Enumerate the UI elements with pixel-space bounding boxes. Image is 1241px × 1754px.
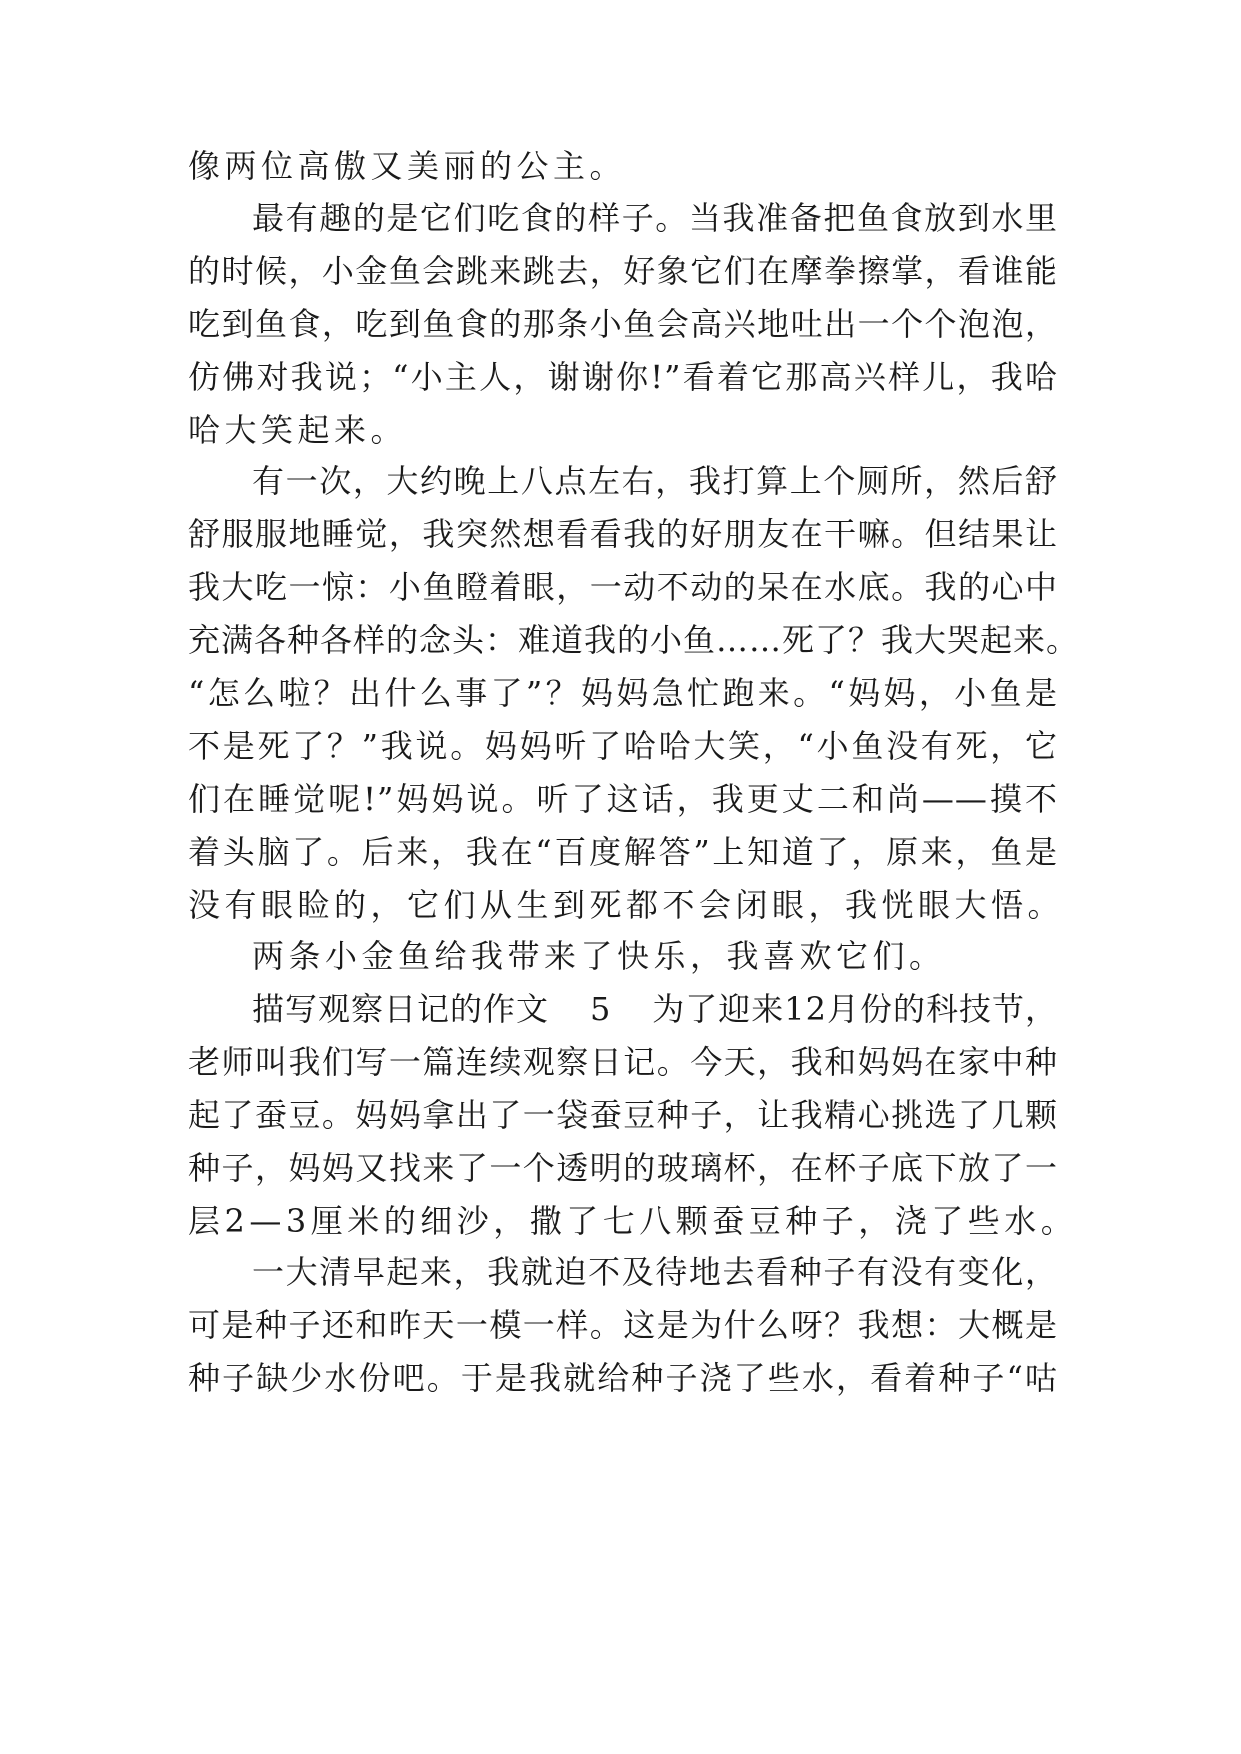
text-line: 着头脑了。后来，我在“百度解答”上知道了，原来，鱼是 [188, 833, 1058, 871]
text-line: 层2—3厘米的细沙，撒了七八颗蚕豆种子，浇了些水。 [188, 1202, 1078, 1240]
text-line: 们在睡觉呢!”妈妈说。听了这话，我更丈二和尚——摸不 [188, 780, 1058, 818]
text-line: 吃到鱼食，吃到鱼食的那条小鱼会高兴地吐出一个个泡泡， [188, 305, 1058, 343]
text-line: 种子，妈妈又找来了一个透明的玻璃杯，在杯子底下放了一 [188, 1149, 1058, 1187]
text-line: 我大吃一惊：小鱼瞪着眼，一动不动的呆在水底。我的心中 [188, 568, 1058, 606]
text-line: 不是死了？”我说。妈妈听了哈哈大笑，“小鱼没有死，它 [188, 727, 1058, 765]
text-line: 可是种子还和昨天一模一样。这是为什么呀？我想：大概是 [188, 1306, 1058, 1344]
paragraph-start-line: 两条小金鱼给我带来了快乐，我喜欢它们。 [252, 937, 946, 975]
text-line: 起了蚕豆。妈妈拿出了一袋蚕豆种子，让我精心挑选了几颗 [188, 1096, 1058, 1134]
text-line: “怎么啦？出什么事了”？妈妈急忙跑来。“妈妈，小鱼是 [188, 674, 1058, 712]
text-line: 种子缺少水份吧。于是我就给种子浇了些水，看着种子“咕 [188, 1359, 1058, 1397]
essay-heading-number: 5 [589, 990, 612, 1028]
heading-line [252, 981, 1058, 1038]
text-line: 老师叫我们写一篇连续观察日记。今天，我和妈妈在家中种 [188, 1043, 1058, 1081]
text-line: 哈大笑起来。 [188, 411, 408, 449]
paragraph-start-line: 最有趣的是它们吃食的样子。当我准备把鱼食放到水里 [252, 199, 1058, 237]
essay-heading-text: 为了迎来12月份的科技节， [652, 990, 1059, 1028]
text-line: 像两位高傲又美丽的公主。 [188, 147, 627, 185]
paragraph-start-line: 有一次，大约晚上八点左右，我打算上个厕所，然后舒 [252, 462, 1058, 500]
text-line: 充满各种各样的念头：难道我的小鱼……死了？我大哭起来。 [188, 621, 1080, 659]
text-line: 的时候，小金鱼会跳来跳去，好象它们在摩拳擦掌，看谁能 [188, 252, 1058, 290]
essay-heading-title: 描写观察日记的作文 [252, 990, 550, 1028]
paragraph-start-line: 一大清早起来，我就迫不及待地去看种子有没有变化， [252, 1253, 1058, 1291]
text-line: 舒服服地睡觉，我突然想看看我的好朋友在干嘛。但结果让 [188, 515, 1058, 553]
text-line: 仿佛对我说；“小主人，谢谢你!”看着它那高兴样儿，我哈 [188, 358, 1058, 396]
text-line: 没有眼睑的，它们从生到死都不会闭眼，我恍眼大悟。 [188, 886, 1065, 924]
